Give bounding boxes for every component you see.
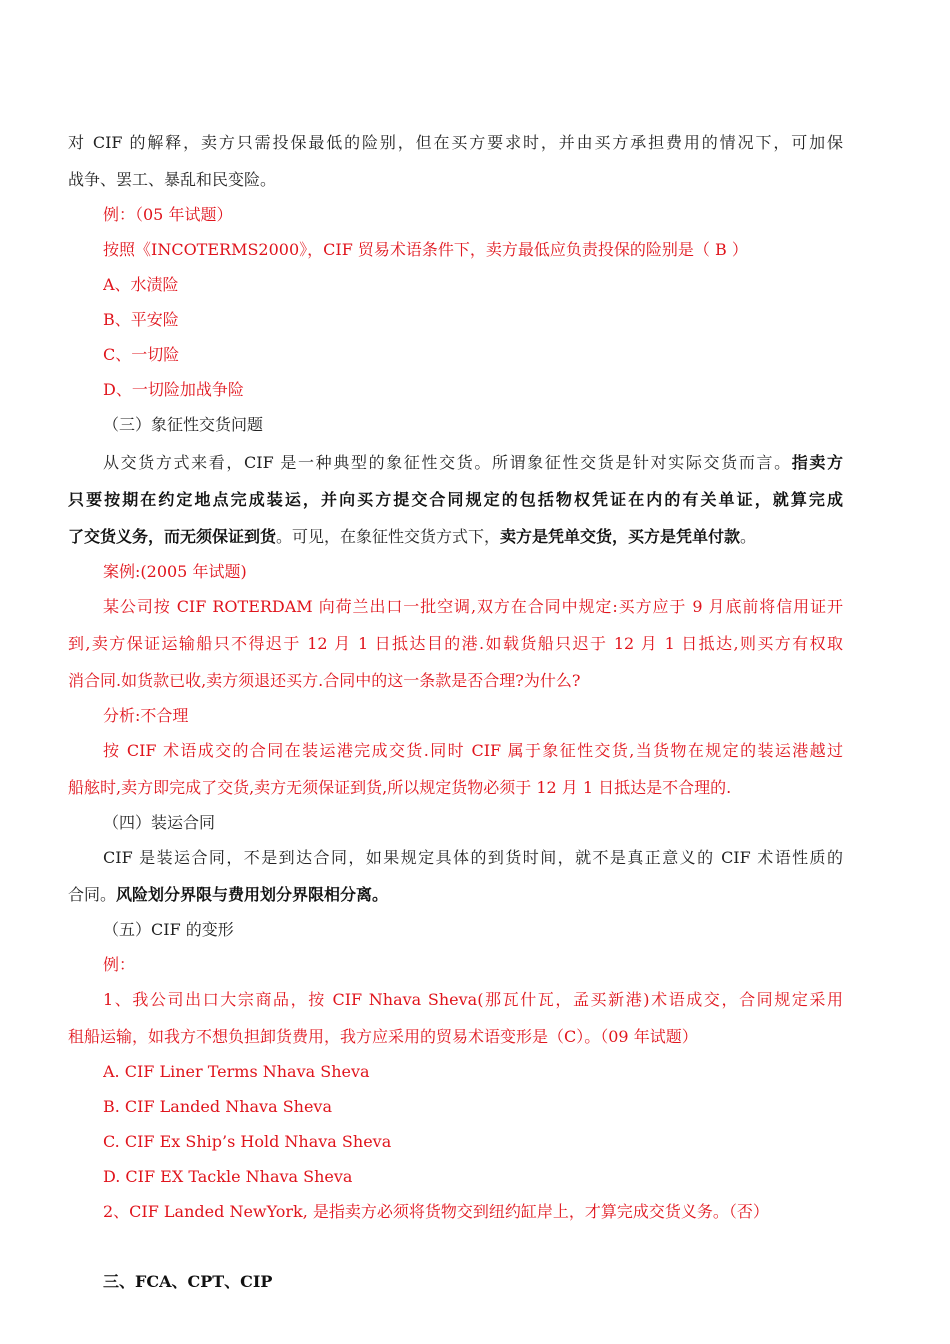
text-normal: 从交货方式来看，CIF 是一种典型的象征性交货。所谓象征性交货是针对实际交货而言。 bbox=[103, 453, 792, 472]
section-heading: （三）象征性交货问题 bbox=[103, 415, 264, 434]
case-label: 案例:(2005 年试题) bbox=[103, 562, 247, 581]
option-d: D. CIF EX Tackle Nhava Sheva bbox=[103, 1167, 353, 1186]
paragraph-line bbox=[68, 527, 843, 547]
example-question: 按照《INCOTERMS2000》，CIF 贸易术语条件下，卖方最低应负责投保的险别是（ B ） bbox=[103, 240, 748, 259]
section-heading: （五）CIF 的变形 bbox=[103, 920, 234, 939]
case-line: 某公司按 CIF ROTERDAM 向荷兰出口一批空调,双方在合同中规定:买方应于 9 月底前将信用证开 bbox=[103, 597, 843, 616]
paragraph-line-bold: 只要按期在约定地点完成装运，并向买方提交合同规定的包括物权凭证在内的有关单证，就算完成 bbox=[68, 490, 843, 509]
part-heading: 三、FCA、CPT、CIP bbox=[103, 1272, 273, 1291]
text-bold: 风险划分界限与费用划分界限相分离。 bbox=[116, 885, 389, 904]
text-bold: 指卖方 bbox=[791, 453, 843, 472]
option-d: D、一切险加战争险 bbox=[103, 380, 244, 399]
paragraph-line: 战争、罢工、暴乱和民变险。 bbox=[68, 170, 277, 189]
text-normal: 。可见，在象征性交货方式下， bbox=[276, 527, 501, 546]
text-normal: 。 bbox=[740, 527, 757, 546]
option-c: C、一切险 bbox=[103, 345, 180, 364]
text-normal: 合同。 bbox=[68, 885, 117, 904]
analysis-label: 分析:不合理 bbox=[103, 706, 189, 725]
case-line: 到,卖方保证运输船只不得迟于 12 月 1 日抵达目的港.如载货船只迟于 12 月 1 日抵达,则买方有权取 bbox=[68, 634, 843, 653]
example-label: 例： bbox=[103, 955, 136, 974]
example-question: 2、CIF Landed NewYork, 是指卖方必须将货物交到纽约缸岸上，才算完成交货义务。（否） bbox=[103, 1202, 769, 1221]
example-question: 1、我公司出口大宗商品，按 CIF Nhava Sheva(那瓦什瓦，孟买新港)术语成交，合同规定采用 bbox=[103, 990, 843, 1009]
text-bold: 卖方是凭单交货，买方是凭单付款 bbox=[500, 527, 741, 546]
section-heading: （四）装运合同 bbox=[103, 813, 216, 832]
analysis-line: 按 CIF 术语成交的合同在装运港完成交货.同时 CIF 属于象征性交货,当货物在规定的装运港越过 bbox=[103, 741, 843, 760]
case-line: 消合同.如货款已收,卖方须退还买方.合同中的这一条款是否合理?为什么? bbox=[68, 671, 581, 690]
example-label: 例：（05 年试题） bbox=[103, 205, 233, 224]
paragraph-line bbox=[103, 453, 843, 473]
option-c: C. CIF Ex Ship’s Hold Nhava Sheva bbox=[103, 1132, 392, 1151]
example-question: 租船运输，如我方不想负担卸货费用，我方应采用的贸易术语变形是（C）。（09 年试题） bbox=[68, 1027, 698, 1046]
paragraph-line bbox=[68, 885, 843, 905]
option-b: B、平安险 bbox=[103, 310, 179, 329]
option-a: A. CIF Liner Terms Nhava Sheva bbox=[103, 1062, 370, 1081]
paragraph-line: CIF 是装运合同，不是到达合同，如果规定具体的到货时间，就不是真正意义的 CIF 术语性质的 bbox=[103, 848, 843, 867]
paragraph-line: 对 CIF 的解释，卖方只需投保最低的险别，但在买方要求时，并由买方承担费用的情况下，可加保 bbox=[68, 133, 843, 152]
option-a: A、水渍险 bbox=[103, 275, 179, 294]
analysis-line: 船舷时,卖方即完成了交货,卖方无须保证到货,所以规定货物必须于 12 月 1 日抵达是不合理的. bbox=[68, 778, 732, 797]
option-b: B. CIF Landed Nhava Sheva bbox=[103, 1097, 333, 1116]
text-bold: 了交货义务，而无须保证到货 bbox=[68, 527, 277, 546]
